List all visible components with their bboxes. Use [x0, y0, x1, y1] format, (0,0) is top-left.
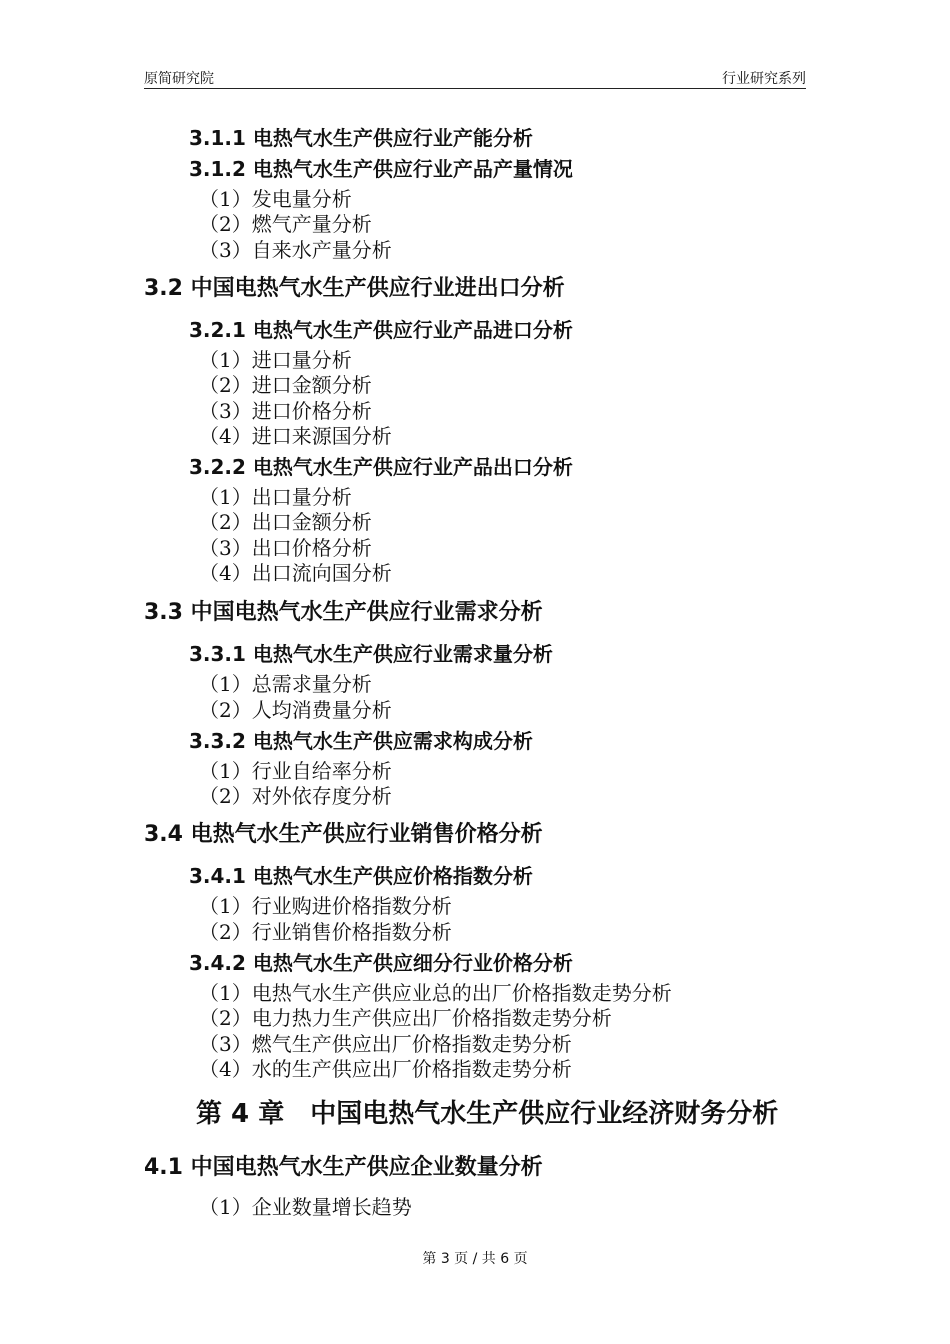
- toc-item: （2）出口金额分析: [199, 510, 372, 534]
- toc-item: （1）进口量分析: [199, 348, 352, 372]
- toc-item: （4）出口流向国分析: [199, 561, 392, 585]
- toc-subsection: 3.2.1 电热气水生产供应行业产品进口分析: [189, 318, 573, 342]
- toc-item: （2）燃气产量分析: [199, 212, 372, 236]
- toc-item: （2）人均消费量分析: [199, 698, 392, 722]
- toc-item: （3）自来水产量分析: [199, 238, 392, 262]
- toc-section: 3.4 电热气水生产供应行业销售价格分析: [144, 822, 543, 847]
- toc-section: 3.3 中国电热气水生产供应行业需求分析: [144, 600, 543, 625]
- toc-item: （1）行业自给率分析: [199, 759, 392, 783]
- toc-chapter: 第 4 章 中国电热气水生产供应行业经济财务分析: [196, 1099, 779, 1129]
- toc-item: （1）行业购进价格指数分析: [199, 894, 452, 918]
- toc-item: （1）发电量分析: [199, 187, 352, 211]
- toc-subsection: 3.1.2 电热气水生产供应行业产品产量情况: [189, 157, 573, 181]
- toc-item: （2）电力热力生产供应出厂价格指数走势分析: [199, 1006, 612, 1030]
- toc-subsection: 3.4.1 电热气水生产供应价格指数分析: [189, 864, 533, 888]
- toc-section: 4.1 中国电热气水生产供应企业数量分析: [144, 1155, 543, 1180]
- toc-section: 3.2 中国电热气水生产供应行业进出口分析: [144, 276, 565, 301]
- page-footer: 第 3 页 / 共 6 页: [422, 1251, 528, 1267]
- toc-item: （1）总需求量分析: [199, 672, 372, 696]
- toc-item: （2）进口金额分析: [199, 373, 372, 397]
- toc-subsection: 3.3.1 电热气水生产供应行业需求量分析: [189, 642, 553, 666]
- toc-item: （4）水的生产供应出厂价格指数走势分析: [199, 1057, 572, 1081]
- toc-item: （3）进口价格分析: [199, 399, 372, 423]
- toc-item: （1）电热气水生产供应业总的出厂价格指数走势分析: [199, 981, 672, 1005]
- toc-item: （3）燃气生产供应出厂价格指数走势分析: [199, 1032, 572, 1056]
- toc-item: （3）出口价格分析: [199, 536, 372, 560]
- header-publisher: 原简研究院: [144, 71, 214, 87]
- toc-item: （2）行业销售价格指数分析: [199, 920, 452, 944]
- toc-subsection: 3.4.2 电热气水生产供应细分行业价格分析: [189, 951, 573, 975]
- toc-item: （1）企业数量增长趋势: [199, 1195, 412, 1219]
- header-series: 行业研究系列: [722, 71, 806, 87]
- toc-item: （2）对外依存度分析: [199, 784, 392, 808]
- toc-item: （4）进口来源国分析: [199, 424, 392, 448]
- toc-subsection: 3.2.2 电热气水生产供应行业产品出口分析: [189, 455, 573, 479]
- toc-subsection: 3.3.2 电热气水生产供应需求构成分析: [189, 729, 533, 753]
- toc-item: （1）出口量分析: [199, 485, 352, 509]
- page-header: [144, 66, 806, 89]
- toc-subsection: 3.1.1 电热气水生产供应行业产能分析: [189, 126, 533, 150]
